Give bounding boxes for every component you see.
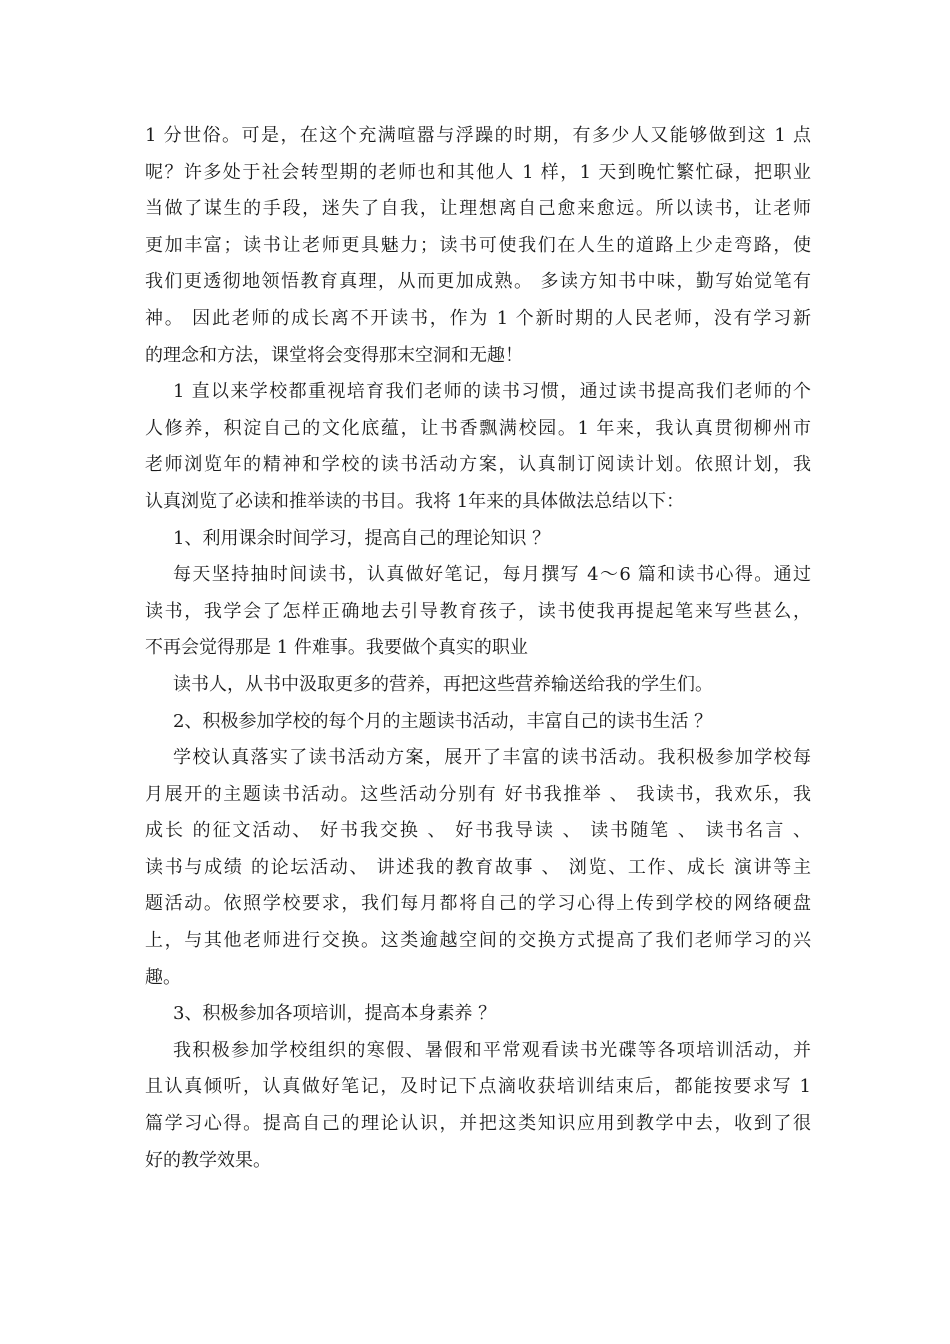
- text-line: 当做了谋生的手段，迷失了自我，让理想离自己愈来愈远。所以读书，让老师: [145, 198, 811, 220]
- text-line: 呢？许多处于社会转型期的老师也和其他人 1 样，1 天到晚忙繁忙碌，把职业: [145, 161, 811, 183]
- text-line: 2、积极参加学校的每个月的主题读书活动，丰富自己的读书生活 ？: [173, 710, 713, 732]
- text-line: 学校认真落实了读书活动方案，展开了丰富的读书活动。我积极参加学校每: [173, 747, 811, 769]
- text-line: 篇学习心得。提高自己的理论认识，并把这类知识应用到教学中去，收到了很: [145, 1113, 811, 1135]
- text-line: 神。 因此老师的成长离不开读书，作为 1 个新时期的人民老师，没有学习新: [145, 307, 811, 329]
- text-line: 人修养，积淀自己的文化底蕴，让书香飘满校园。1 年来，我认真贯彻柳州市: [145, 417, 811, 439]
- text-line: 读书与成绩 的论坛活动、 讲述我的教育故事 、 浏览、工作、成长 演讲等主: [145, 856, 811, 878]
- text-line: 月展开的主题读书活动。这些活动分别有 好书我推举 、 我读书，我欢乐，我: [145, 783, 811, 805]
- text-line: 读书，我学会了怎样正确地去引导教育孩子，读书使我再提起笔来写些甚么，: [145, 600, 811, 622]
- text-line: 1、利用课余时间学习，提高自己的理论知识 ？: [173, 527, 551, 549]
- text-line: 我积极参加学校组织的寒假、暑假和平常观看读书光碟等各项培训活动，并: [173, 1039, 811, 1061]
- document-body: [145, 118, 811, 1179]
- text-line: 题活动。依照学校要求，我们每月都将自己的学习心得上传到学校的网络硬盘: [145, 893, 811, 915]
- text-line: 我们更透彻地领悟教育真理，从而更加成熟。 多读方知书中味，勤写始觉笔有: [145, 271, 811, 293]
- text-line: 1 直以来学校都重视培育我们老师的读书习惯，通过读书提高我们老师的个: [173, 381, 811, 403]
- text-line: 读书人，从书中汲取更多的营养，再把这些营养输送给我的学生们。: [173, 673, 713, 695]
- text-line: 认真浏览了必读和推举读的书目。我将 1年来的具体做法总结以下：: [145, 490, 685, 512]
- text-line: 上，与其他老师进行交换。这类逾越空间的交换方式提高了我们老师学习的兴: [145, 930, 811, 952]
- text-line: 成长 的征文活动、 好书我交换 、 好书我导读 、 读书随笔 、 读书名言 、: [145, 820, 811, 842]
- text-line: 趣。: [145, 966, 181, 988]
- text-line: 老师浏览年的精神和学校的读书活动方案，认真制订阅读计划。依照计划，我: [145, 454, 811, 476]
- text-line: 不再会觉得那是 1 件难事。我要做个真实的职业: [145, 637, 528, 659]
- text-line: 的理念和方法，课堂将会变得那末空洞和无趣！: [145, 344, 523, 366]
- text-line: 好的教学效果。: [145, 1149, 271, 1171]
- text-line: 且认真倾听，认真做好笔记，及时记下点滴收获培训结束后，都能按要求写 1: [145, 1076, 811, 1098]
- text-line: 更加丰富；读书让老师更具魅力；读书可使我们在人生的道路上少走弯路，使: [145, 234, 811, 256]
- text-line: 每天坚持抽时间读书，认真做好笔记，每月撰写 4～6 篇和读书心得。通过: [173, 564, 811, 586]
- text-line: 3、积极参加各项培训，提高本身素养 ？: [173, 1003, 497, 1025]
- text-line: 1 分世俗。可是，在这个充满喧嚣与浮躁的时期，有多少人又能够做到这 1 点: [145, 125, 811, 146]
